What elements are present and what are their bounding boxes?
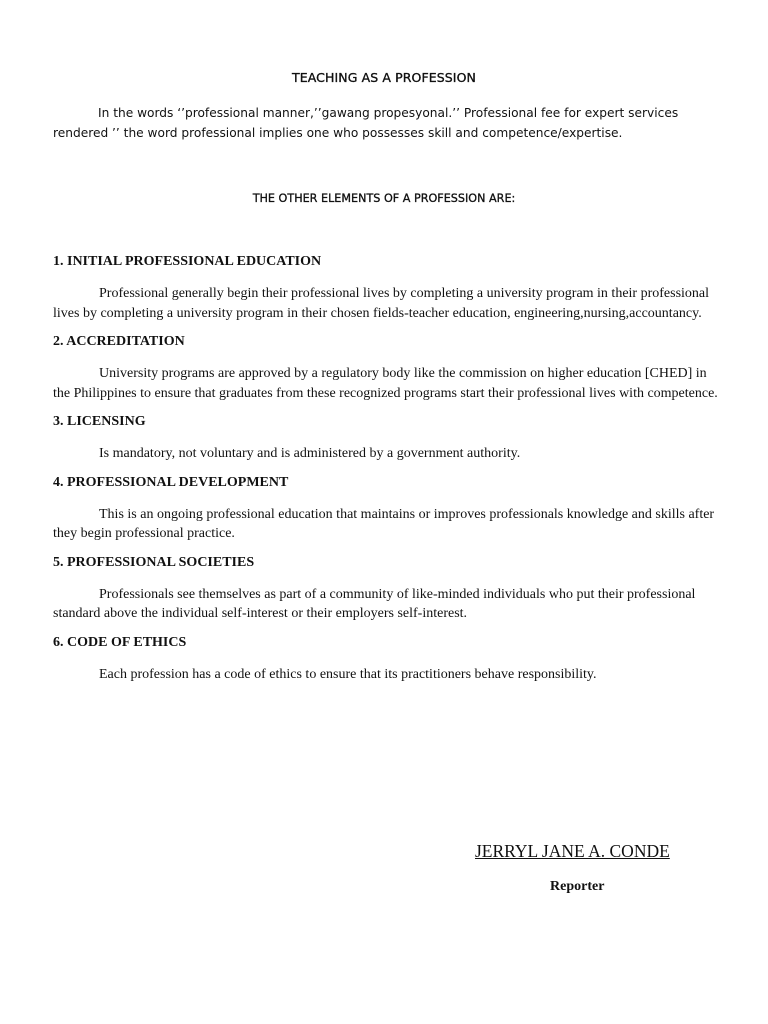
- section-body: Is mandatory, not voluntary and is administered by a government authority.: [99, 446, 521, 461]
- section-body: Professionals see themselves as part of a community of like-minded individuals who put their professional standard above the individual self-interest or their employers self-interest.: [53, 586, 696, 621]
- section-professional-societies: [53, 554, 718, 624]
- intro-paragraph: In the words ‘’professional manner,’’gawang propesyonal.’’ Professional fee for expert services rendered ’’ the word professional implies one who possesses skill and competence/expertise.: [53, 106, 679, 140]
- section-heading: 1. INITIAL PROFESSIONAL EDUCATION: [53, 254, 322, 269]
- section-accreditation: [53, 333, 718, 403]
- signature-name: JERRYL JANE A. CONDE: [475, 841, 670, 861]
- section-body: This is an ongoing professional education that maintains or improves professionals knowledge and skills after they begin professional practice.: [53, 506, 715, 541]
- elements-subheading: THE OTHER ELEMENTS OF A PROFESSION ARE:: [252, 192, 516, 205]
- section-body: Each profession has a code of ethics to ensure that its practitioners behave responsibility.: [99, 666, 597, 682]
- document-title: TEACHING AS A PROFESSION: [292, 70, 476, 85]
- section-heading: 2. ACCREDITATION: [53, 334, 185, 349]
- section-heading: 4. PROFESSIONAL DEVELOPMENT: [53, 474, 289, 490]
- section-professional-development: [53, 474, 718, 544]
- signature-role: Reporter: [550, 879, 605, 894]
- section-code-of-ethics: [53, 634, 718, 685]
- section-body: University programs are approved by a regulatory body like the commission on higher education [CHED] in the Philippines to ensure that graduates from these recognized programs start their professional lives with competence.: [53, 366, 718, 401]
- section-heading: 5. PROFESSIONAL SOCIETIES: [53, 554, 255, 570]
- section-initial-professional-education: [53, 253, 718, 323]
- section-licensing: [53, 413, 718, 464]
- sections-list: [53, 253, 718, 694]
- section-body: Professional generally begin their professional lives by completing a university program in their professional lives by completing a university program in their chosen fields-teacher education, engineering,nursing,accountancy.: [53, 286, 710, 321]
- section-heading: 6. CODE OF ETHICS: [53, 634, 187, 650]
- section-heading: 3. LICENSING: [53, 414, 146, 429]
